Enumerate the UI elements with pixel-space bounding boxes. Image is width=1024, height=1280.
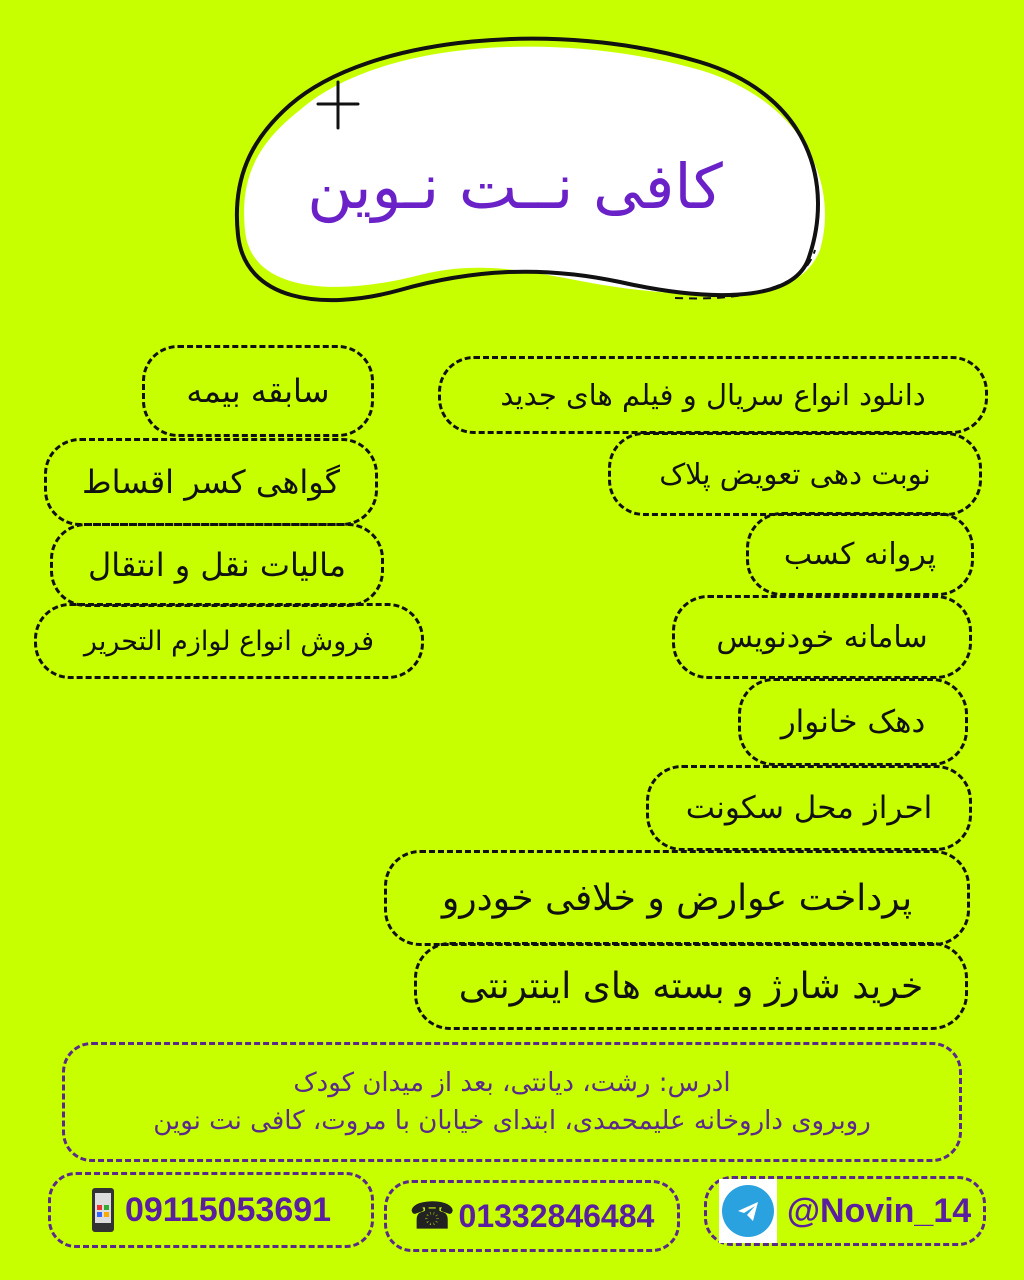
service-movie-download[interactable]	[438, 356, 988, 434]
address-line-2: روبروی داروخانه علیمحمدی، ابتدای خیابان با مروت، کافی نت نوین	[153, 1106, 871, 1136]
telegram-handle: @Novin_14	[786, 1191, 972, 1230]
service-label: پروانه کسب	[783, 536, 937, 572]
service-label: دهک خانوار	[780, 704, 926, 740]
service-label: خرید شارژ و بسته های اینترنتی	[458, 965, 924, 1007]
service-business-license[interactable]	[746, 512, 974, 596]
service-label: فروش انواع لوازم التحریر	[83, 625, 375, 657]
service-label: مالیات نقل و انتقال	[87, 546, 347, 584]
landline-contact[interactable]	[384, 1180, 680, 1252]
service-label: سابقه بیمه	[186, 372, 330, 410]
landline-number: 01332846484	[458, 1197, 655, 1234]
address-line-1: ادرس: رشت، دیانتی، بعد از میدان کودک	[293, 1068, 731, 1098]
service-label: نوبت دهی تعویض پلاک	[659, 457, 931, 491]
service-label: دانلود انواع سریال و فیلم های جدید	[500, 378, 926, 412]
telegram-contact[interactable]	[704, 1176, 986, 1246]
service-residence-verification[interactable]	[646, 765, 972, 851]
telegram-icon	[719, 1179, 777, 1243]
service-khodnevis-system[interactable]	[672, 595, 972, 679]
mobile-contact[interactable]	[48, 1172, 374, 1248]
service-label: سامانه خودنویس	[716, 619, 928, 655]
mobile-phone-icon	[91, 1187, 115, 1233]
service-insurance-history[interactable]	[142, 345, 374, 437]
service-charge-internet-packages[interactable]	[414, 942, 968, 1030]
service-plate-change-booking[interactable]	[608, 432, 982, 516]
service-transfer-tax[interactable]	[50, 523, 384, 607]
telephone-icon: ☎	[409, 1195, 455, 1236]
service-vehicle-fines-payment[interactable]	[384, 850, 970, 946]
service-stationery-sales[interactable]	[34, 603, 424, 679]
address-box	[62, 1042, 962, 1162]
service-label: احراز محل سکونت	[685, 790, 933, 826]
page-title: کافی نــت نـوین	[307, 150, 723, 223]
mobile-number: 09115053691	[124, 1190, 332, 1229]
service-label: گواهی کسر اقساط	[81, 463, 341, 501]
service-installment-certificate[interactable]	[44, 438, 378, 526]
service-label: پرداخت عوارض و خلافی خودرو	[441, 877, 913, 919]
service-household-decile[interactable]	[738, 678, 968, 766]
